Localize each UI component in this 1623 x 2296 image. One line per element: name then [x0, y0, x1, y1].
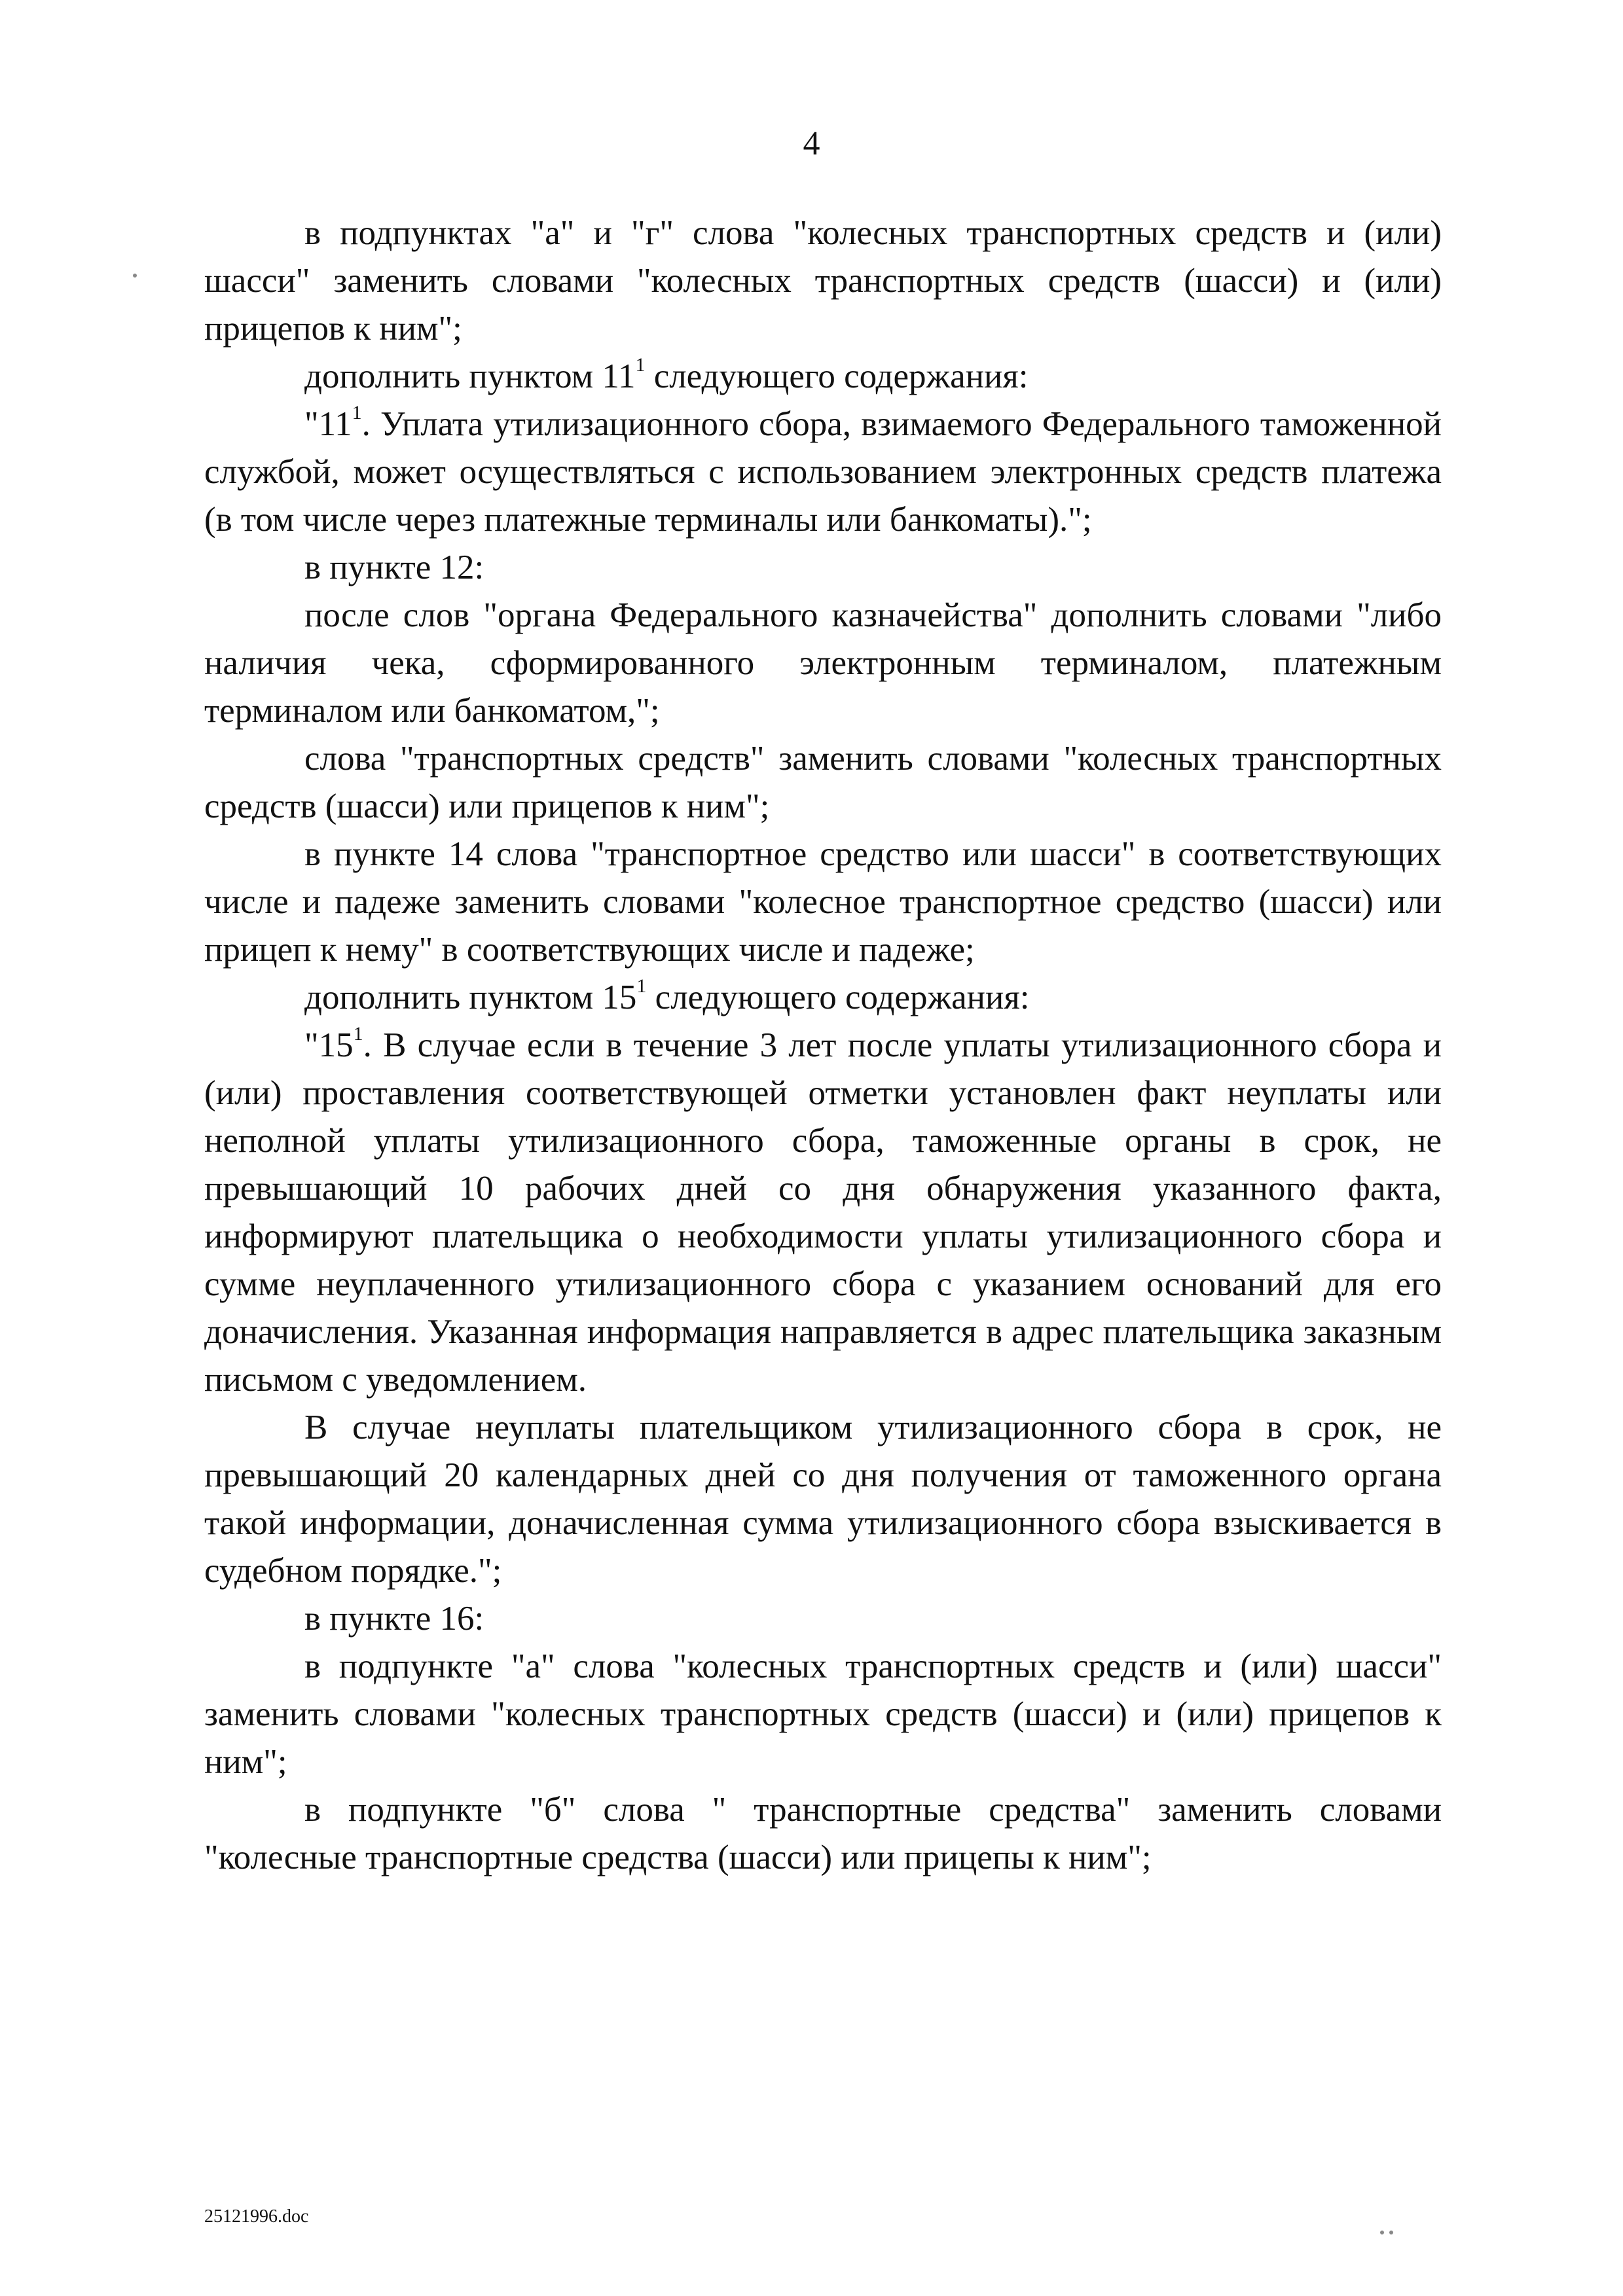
paragraph: В случае неуплаты плательщиком утилизационного сбора в срок, не превышающий 20 календарных дней со дня получения от таможенного органа такой информации, доначисленная сумма утилизационного сбора взыскивается в судебном порядке."; [204, 1408, 1442, 1590]
scan-speck [1389, 2231, 1393, 2234]
paragraph: дополнить пунктом $15^1$ следующего содержания: [304, 975, 1030, 1016]
document-body [204, 209, 1442, 1882]
paragraph: в подпункте "а" слова "колесных транспортных средств и (или) шасси" заменить словами "колесных транспортных средств (шасси) и (или) прицепов к ним"; [204, 1647, 1442, 1781]
scan-speck [1380, 2231, 1384, 2234]
footer-filename: 25121996.doc [204, 2206, 309, 2227]
paragraph: после слов "органа Федерального казначейства" дополнить словами "либо наличия чека, сформированного электронным терминалом, платежным терминалом или банкоматом,"; [204, 596, 1442, 730]
paragraph: дополнить пунктом $11^1$ следующего содержания: [304, 354, 1029, 395]
paragraph: в подпункте "б" слова " транспортные средства" заменить словами "колесные транспортные средства (шасси) или прицепы к ним"; [204, 1791, 1442, 1876]
paragraph: в пункте 12: [304, 548, 484, 586]
paragraph: в подпунктах "а" и "г" слова "колесных транспортных средств и (или) шасси" заменить словами "колесных транспортных средств (шасси) и (или) прицепов к ним"; [204, 214, 1442, 348]
page-number: 4 [803, 125, 820, 162]
paragraph: в пункте 16: [304, 1600, 484, 1638]
paragraph: слова "транспортных средств" заменить словами "колесных транспортных средств (шасси) или прицепов к ним"; [204, 740, 1442, 825]
scan-speck [133, 274, 137, 278]
paragraph: "$15^1$. В случае если в течение 3 лет после уплаты утилизационного сбора и (или) проставления соответствующей отметки установлен факт неуплаты или неполной уплаты утилизационного сбора, таможенные органы в срок, не превышающий 10 рабочих дней со дня обнаружения указанного факта, информируют плательщика о необходимости уплаты утилизационного сбора и сумме неуплаченного утилизационного сбора с указанием оснований для его доначисления. Указанная информация направляется в адрес плательщика заказным письмом с уведомлением. [204, 1023, 1442, 1399]
paragraph: в пункте 14 слова "транспортное средство или шасси" в соответствующих числе и падеже заменить словами "колесное транспортное средство (шасси) или прицеп к нему" в соответствующих числе и падеже; [204, 835, 1442, 969]
paragraph: "$11^1$. Уплата утилизационного сбора, взимаемого Федерального таможенной службой, может осуществляться с использованием электронных средств платежа (в том числе через платежные терминалы или банкоматы)."; [204, 402, 1442, 539]
